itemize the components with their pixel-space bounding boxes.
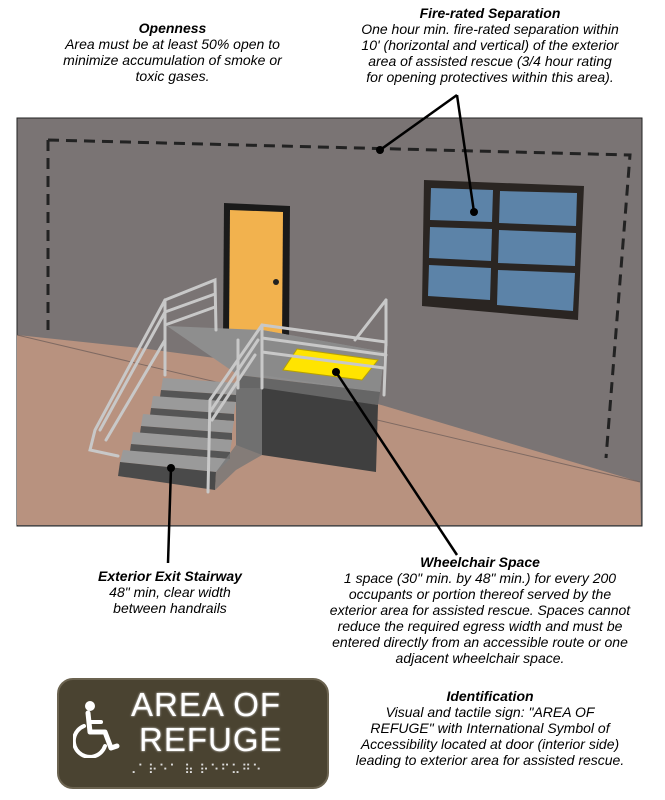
leader-dot-boundary <box>376 146 384 154</box>
window <box>422 180 584 320</box>
identification-line-3: Accessibility located at door (interior side) <box>360 736 620 752</box>
leader-dot-window <box>470 208 478 216</box>
wheelchair-accessibility-icon <box>73 700 121 758</box>
wheelchair-space-line-6: adjacent wheelchair space. <box>395 650 565 666</box>
fire-separation-title: Fire-rated Separation <box>419 5 561 21</box>
wheelchair-space-line-5: entered directly from an accessible route or one <box>332 634 628 650</box>
wheelchair-space-line-1: 1 space (30" min. by 48" min.) for every 200 <box>343 570 617 586</box>
stairway-title: Exterior Exit Stairway <box>98 568 242 584</box>
stairway-line-2: between handrails <box>113 600 227 616</box>
leader-dot-stairway <box>167 464 175 472</box>
fire-separation-callout <box>330 5 650 85</box>
identification-title: Identification <box>446 688 534 704</box>
openness-callout <box>40 20 305 84</box>
identification-line-2: REFUGE" with International Symbol of <box>370 720 610 736</box>
openness-title: Openness <box>138 20 207 36</box>
openness-line-3: toxic gases. <box>135 68 210 84</box>
openness-line-2: minimize accumulation of smoke or <box>63 52 282 68</box>
door-knob-icon <box>273 279 279 285</box>
stairway-line-1: 48" min, clear width <box>109 584 231 600</box>
fire-separation-line-1: One hour min. fire-rated separation within <box>361 21 619 37</box>
fire-separation-line-2: 10' (horizontal and vertical) of the exterior <box>361 37 619 53</box>
identification-line-1: Visual and tactile sign: "AREA OF <box>385 704 595 720</box>
sign-braille: ⠠⠁⠗⠑⠁ ⠷ ⠗⠑⠋⠥⠛⠑ <box>127 762 263 777</box>
fire-separation-line-4: for opening protectives within this area). <box>366 69 614 85</box>
wheelchair-space-callout <box>300 554 660 666</box>
identification-callout <box>340 688 640 768</box>
leader-dot-wheelchair-space <box>332 368 340 376</box>
identification-line-4: leading to exterior area for assisted rescue. <box>355 752 625 768</box>
openness-line-1: Area must be at least 50% open to <box>65 36 280 52</box>
door <box>223 203 290 345</box>
stairway-callout <box>85 568 255 616</box>
wheelchair-space-line-2: occupants or portion thereof served by the <box>348 586 612 602</box>
sign-text-line-2: REFUGE <box>139 721 283 758</box>
wheelchair-space-title: Wheelchair Space <box>420 554 540 570</box>
fire-separation-line-3: area of assisted rescue (3/4 hour rating <box>368 53 612 69</box>
area-of-refuge-sign <box>57 678 329 789</box>
wheelchair-space-line-3: exterior area for assisted rescue. Spaces cannot <box>329 602 631 618</box>
wheelchair-space-line-4: reduce the required egress width and must be <box>337 618 623 634</box>
sign-text-line-1: AREA OF <box>131 686 282 723</box>
